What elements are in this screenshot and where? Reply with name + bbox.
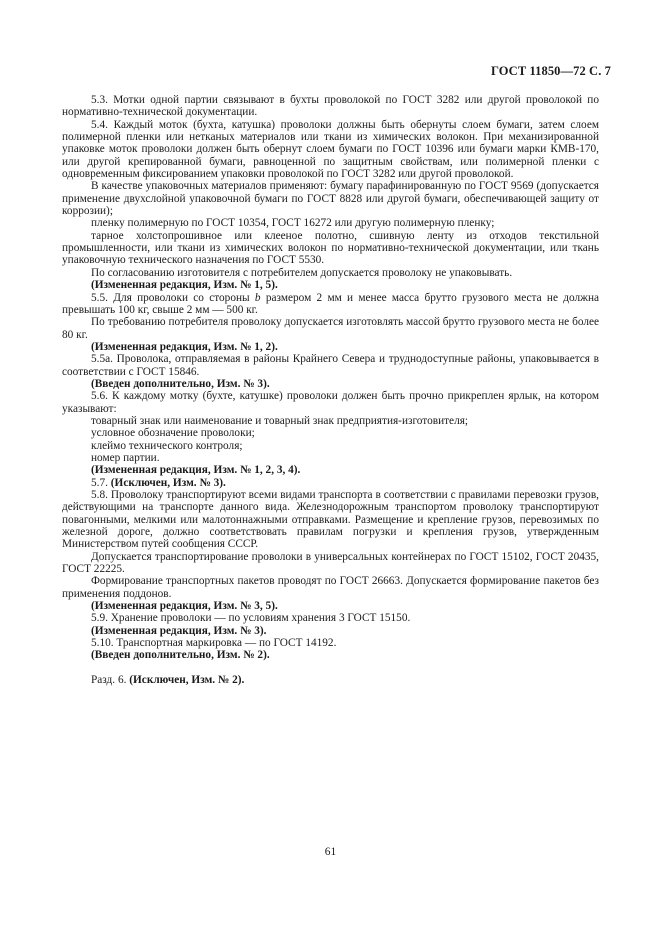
- page-number: 61: [324, 846, 337, 858]
- amendment-note: (Измененная редакция, Изм. № 1, 5).: [91, 279, 278, 292]
- amendment-note: (Измененная редакция, Изм. № 3).: [91, 624, 267, 637]
- list-item: условное обозначение проволоки;: [91, 427, 255, 440]
- amendment-note: (Введен дополнительно, Изм. № 2).: [91, 649, 270, 662]
- amendment-note: (Измененная редакция, Изм. № 1, 2, 3, 4).: [91, 464, 301, 477]
- amendment-note: (Измененная редакция, Изм. № 3, 5).: [91, 600, 278, 613]
- paragraph: [62, 292, 599, 317]
- paragraph: пленку полимерную по ГОСТ 10354, ГОСТ 16272 или другую полимерную пленку;: [91, 217, 495, 230]
- paragraph: 5.3. Мотки одной партии связывают в бухты проволокой по ГОСТ 3282 или другой проволокой по нормативно-технической документации.: [62, 94, 599, 119]
- paragraph: [62, 477, 599, 489]
- section-6-note: [62, 674, 599, 686]
- paragraph: 5.6. К каждому мотку (бухте, катушке) проволоки должен быть прочно прикреплен ярлык, на котором указывают:: [62, 390, 599, 415]
- clause-number: 5.7.: [91, 476, 111, 489]
- paragraph: По согласованию изготовителя с потребителем допускается проволоку не упаковывать.: [91, 266, 513, 279]
- list-item: товарный знак или наименование и товарный знак предприятия-изготовителя;: [91, 414, 469, 427]
- paragraph: Формирование транспортных пакетов проводят по ГОСТ 26663. Допускается формирование пакетов без применения поддонов.: [62, 575, 599, 600]
- paragraph-text: размером 2 мм и менее масса брутто грузового места не должна превышать 100 кг, свыше 2 мм — 500 кг.: [62, 291, 599, 316]
- paragraph: 5.4. Каждый моток (бухта, катушка) проволоки должны быть обернуты слоем бумаги, затем слоем полимерной пленки или нетканых материалов или ткани из химических волокон. При механизированной упаковке моток проволоки должен быть обернут слоем бумаги по ГОСТ 10396 или бумаги марки КМВ-170, или другой крепированной бумаги, равноценной по защитным свойствам, или полимерной пленки с одновременным фиксированием упаковки проволокой по ГОСТ 3282 или другой проволокой.: [62, 118, 599, 181]
- section-label: Разд. 6.: [91, 673, 130, 686]
- paragraph: 5.5а. Проволока, отправляемая в районы Крайнего Севера и труднодоступные районы, упаковывается в соответствии с ГОСТ 15846.: [62, 353, 599, 378]
- amendment-note: (Исключен, Изм. № 3).: [110, 476, 226, 489]
- paragraph: 5.10. Транспортная маркировка — по ГОСТ 14192.: [91, 637, 337, 650]
- paragraph-text: 5.5. Для проволоки со стороны: [91, 291, 255, 304]
- amendment-note: (Исключен, Изм. № 2).: [129, 673, 245, 686]
- paragraph: 5.9. Хранение проволоки — по условиям хранения 3 ГОСТ 15150.: [91, 612, 411, 625]
- paragraph: По требованию потребителя проволоку допускается изготовлять массой брутто грузового места не более 80 кг.: [62, 316, 599, 341]
- document-header: ГОСТ 11850—72 С. 7: [490, 64, 611, 78]
- list-item: клеймо технического контроля;: [91, 439, 243, 452]
- side-symbol: b: [254, 291, 261, 304]
- amendment-note: (Измененная редакция, Изм. № 1, 2).: [91, 340, 278, 353]
- paragraph: Допускается транспортирование проволоки в универсальных контейнерах по ГОСТ 15102, ГОСТ 20435, ГОСТ 22225.: [62, 550, 599, 576]
- spacer: [62, 662, 599, 674]
- list-item: номер партии.: [91, 451, 160, 464]
- paragraph: тарное холстопрошивное или клееное полотно, сшивную ленту из отходов текстильной промышленности, или ткани из химических волокон по нормативно-технической документации, или ткань упаковочную технического назначения по ГОСТ 5530.: [62, 229, 599, 267]
- document-body: [62, 94, 599, 686]
- paragraph: В качестве упаковочных материалов применяют: бумагу парафинированную по ГОСТ 9569 (допускается применение двухслойной упаковочной бумаги по ГОСТ 8828 или другой бумаги, обеспечивающей защиту от коррозии);: [62, 180, 599, 218]
- amendment-note: (Введен дополнительно, Изм. № 3).: [91, 377, 270, 390]
- paragraph: 5.8. Проволоку транспортируют всеми видами транспорта в соответствии с правилами перевозки грузов, действующими на транспорте данного вида. Железнодорожным транспортом проволоку транспортируют повагонными, мелкими или малотоннажными отправками. Размещение и крепление грузов, перевозимых по железной дороге, должно соответствовать правилам погрузки и крепления грузов, утвержденным Министерством путей сообщения СССР.: [62, 489, 599, 551]
